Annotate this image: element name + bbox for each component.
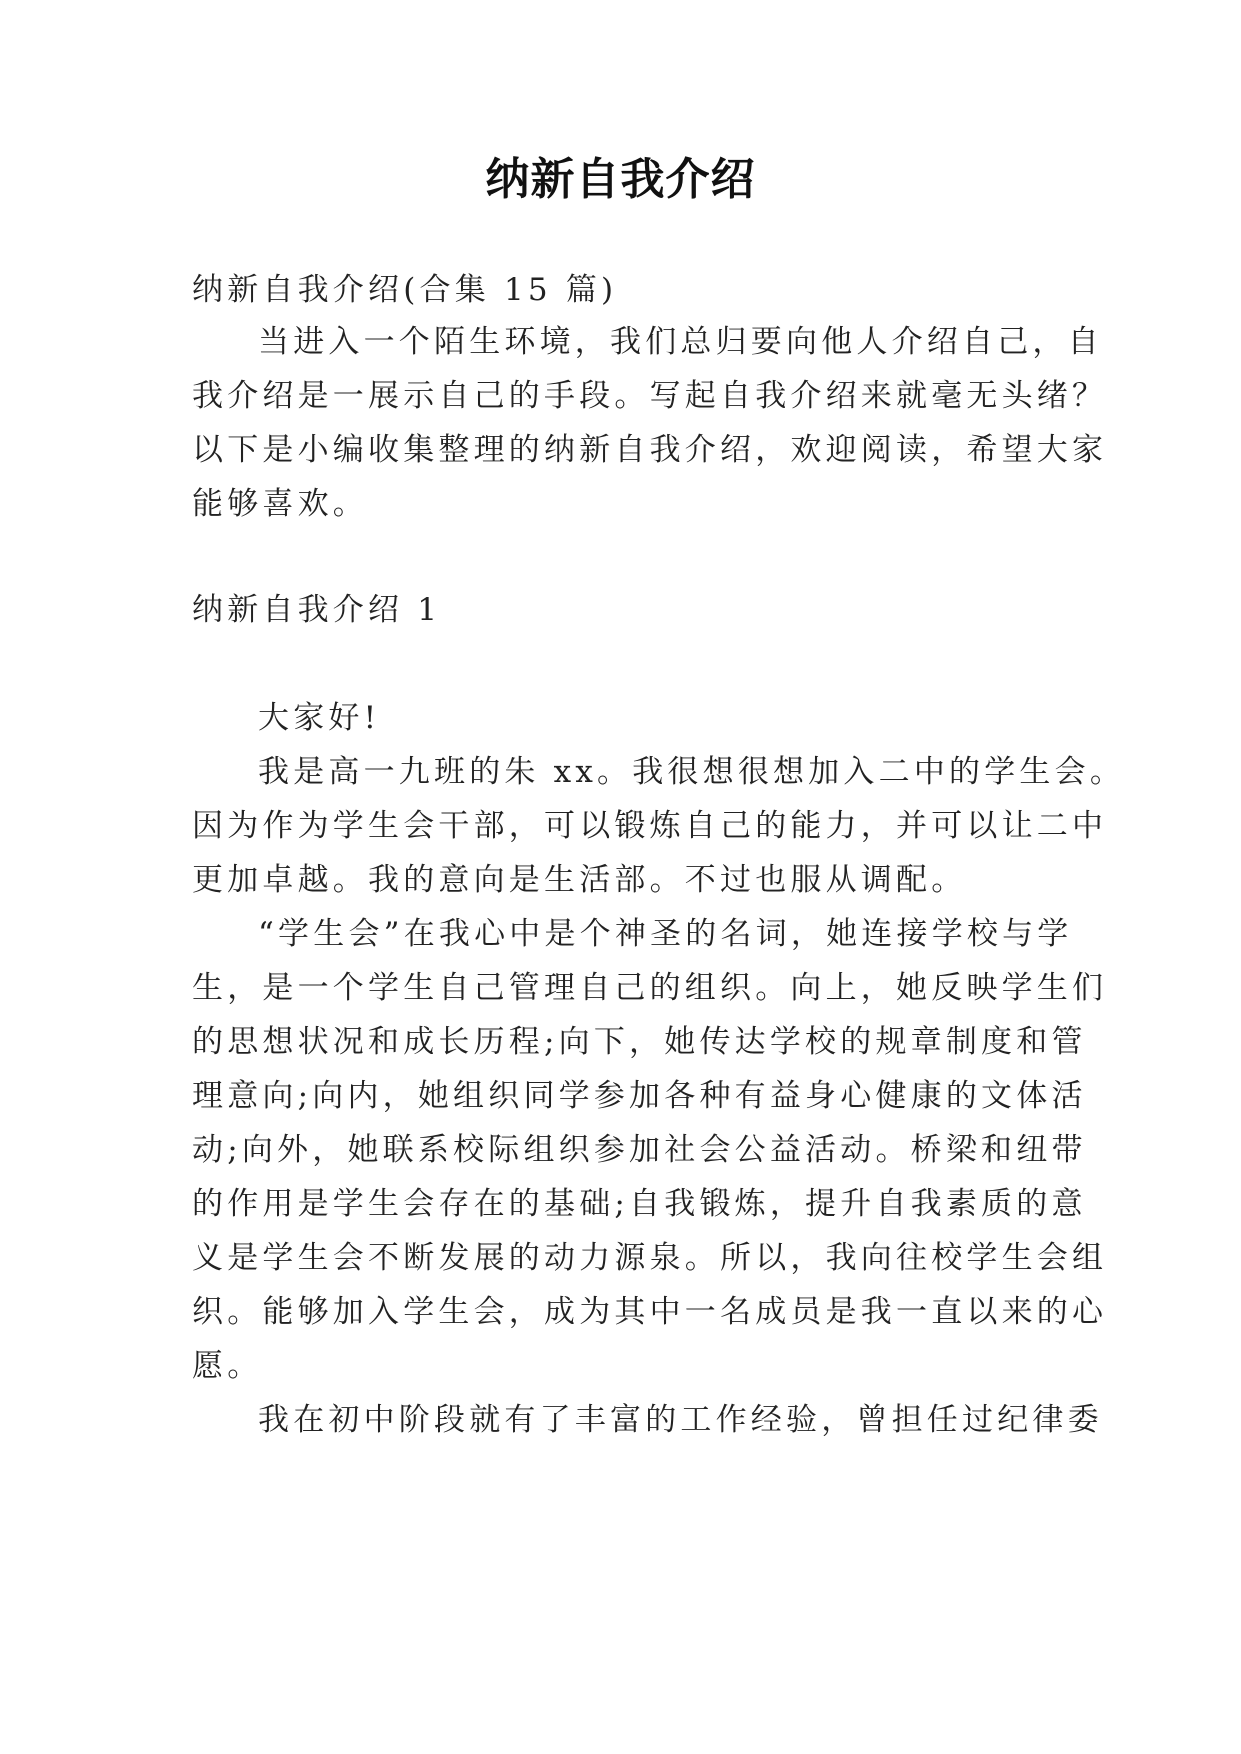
intro-paragraph-line: 当进入一个陌生环境，我们总归要向他人介绍自己，自 — [258, 324, 1103, 360]
body-paragraph-line: 的作用是学生会存在的基础;自我锻炼，提升自我素质的意 — [192, 1186, 1087, 1222]
collection-heading: 纳新自我介绍(合集 15 篇) — [192, 272, 618, 308]
body-paragraph-line: 我在初中阶段就有了丰富的工作经验，曾担任过纪律委 — [258, 1402, 1103, 1438]
body-paragraph-line: 织。能够加入学生会，成为其中一名成员是我一直以来的心 — [192, 1294, 1108, 1330]
body-paragraph-line: 理意向;向内，她组织同学参加各种有益身心健康的文体活 — [192, 1078, 1087, 1114]
document-title: 纳新自我介绍 — [485, 154, 756, 205]
body-paragraph-line: 的思想状况和成长历程;向下，她传达学校的规章制度和管 — [192, 1024, 1087, 1060]
intro-paragraph-line: 我介绍是一展示自己的手段。写起自我介绍来就毫无头绪？ — [192, 378, 1108, 414]
intro-paragraph-line: 能够喜欢。 — [192, 486, 368, 522]
body-paragraph-line: 更加卓越。我的意向是生活部。不过也服从调配。 — [192, 862, 967, 898]
body-paragraph-line: 愿。 — [192, 1348, 263, 1384]
body-paragraph-line: 生，是一个学生自己管理自己的组织。向上，她反映学生们 — [192, 970, 1108, 1006]
body-paragraph-line: 因为作为学生会干部，可以锻炼自己的能力，并可以让二中 — [192, 808, 1108, 844]
greeting-line: 大家好! — [258, 700, 381, 736]
body-paragraph-line: 义是学生会不断发展的动力源泉。所以，我向往校学生会组 — [192, 1240, 1108, 1276]
body-paragraph-line: 动;向外，她联系校际组织参加社会公益活动。桥梁和纽带 — [192, 1132, 1087, 1168]
body-paragraph-line: 我是高一九班的朱 xx。我很想很想加入二中的学生会。 — [258, 754, 1126, 790]
intro-paragraph-line: 以下是小编收集整理的纳新自我介绍，欢迎阅读，希望大家 — [192, 432, 1108, 468]
section-heading: 纳新自我介绍 1 — [192, 592, 442, 628]
body-paragraph-line: “学生会”在我心中是个神圣的名词，她连接学校与学 — [258, 916, 1073, 952]
